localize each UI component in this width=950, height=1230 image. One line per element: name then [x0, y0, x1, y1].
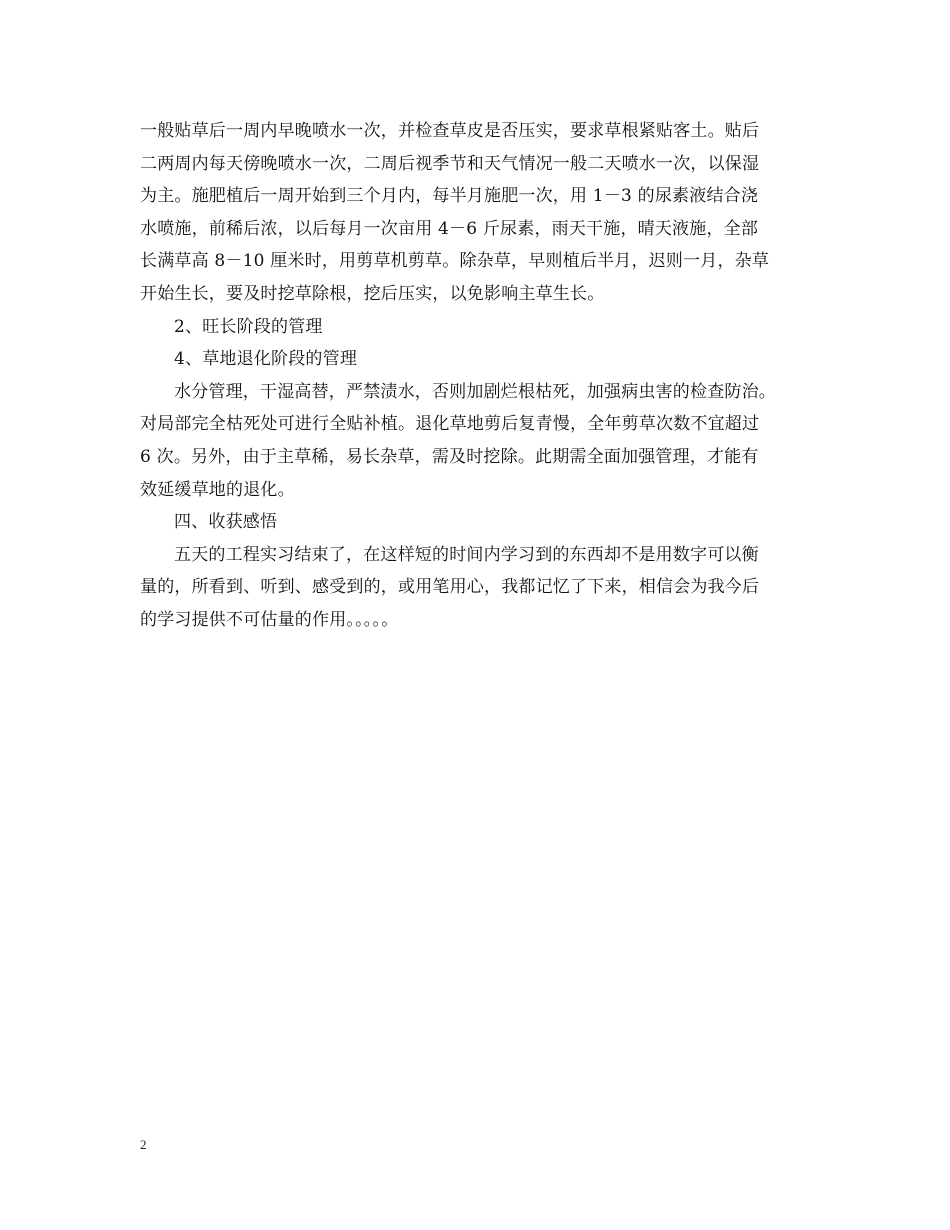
paragraph-line: 一般贴草后一周内早晚喷水一次，并检查草皮是否压实，要求草根紧贴客土。贴后: [140, 121, 760, 141]
section-heading: 四、收获感悟: [174, 512, 278, 533]
paragraph-line: 为主。施肥植后一周开始到三个月内，每半月施肥一次，用 1－3 的尿素液结合浇: [140, 186, 759, 207]
paragraph-line: 的学习提供不可估量的作用。。。。。: [140, 609, 399, 630]
paragraph-line: 效延缓草地的退化。: [140, 479, 295, 500]
paragraph-line: 二两周内每天傍晚喷水一次，二周后视季节和天气情况一般二天喷水一次，以保湿: [140, 153, 760, 174]
paragraph-line: 6 次。另外，由于主草稀，易长杂草，需及时挖除。此期需全面加强管理，才能有: [140, 446, 759, 467]
paragraph-line: 开始生长，要及时挖草除根，挖后压实，以免影响主草生长。: [140, 283, 605, 304]
section-heading: 4、草地退化阶段的管理: [174, 349, 358, 370]
body-text: [140, 115, 820, 637]
section-heading: 2、旺长阶段的管理: [174, 316, 323, 337]
paragraph-line: 水分管理，干湿高替，严禁渍水，否则加剧烂根枯死，加强病虫害的检查防治。: [174, 381, 776, 402]
paragraph-line: 量的，所看到、听到、感受到的，或用笔用心，我都记忆了下来，相信会为我今后: [140, 577, 760, 598]
paragraph-line: 水喷施，前稀后浓，以后每月一次亩用 4－6 斤尿素，雨天干施，晴天液施，全部: [140, 218, 759, 239]
paragraph-line: 五天的工程实习结束了，在这样短的时间内学习到的东西却不是用数字可以衡: [174, 544, 759, 565]
page-number: 2: [140, 1137, 147, 1152]
paragraph-line: 长满草高 8－10 厘米时，用剪草机剪草。除杂草，早则植后半月，迟则一月，杂草: [140, 251, 770, 272]
paragraph-line: 对局部完全枯死处可进行全贴补植。退化草地剪后复青慢，全年剪草次数不宜超过: [140, 414, 760, 435]
